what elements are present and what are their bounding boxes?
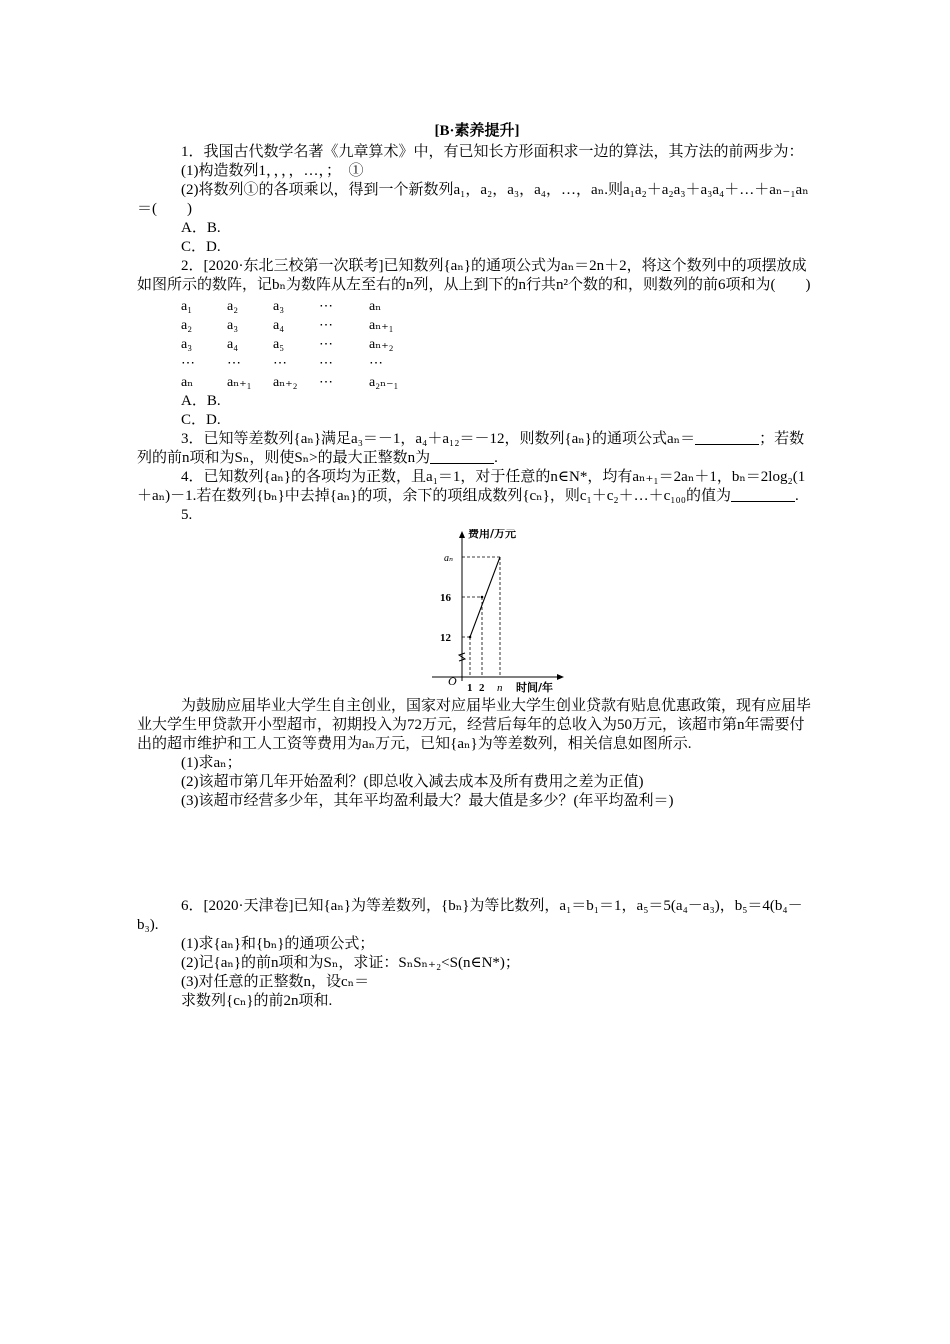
q5-part-2: (2)该超市第几年开始盈利？(即总收入减去成本及所有费用之差为正值) <box>181 774 644 790</box>
array-cell: ⋯ <box>319 375 333 390</box>
question-6 <box>137 897 817 1011</box>
data-point <box>481 596 484 599</box>
q1-options-cd: C．D. <box>181 239 221 255</box>
q6-part-3-cont: 求数列{cₙ}的前2n项和. <box>181 993 333 1009</box>
array-cell: ⋯ <box>319 337 333 352</box>
answer-blank[interactable] <box>430 449 494 464</box>
q5-part-3: (3)该超市经营多少年，其年平均盈利最大？最大值是多少？(年平均盈利＝) <box>181 793 674 809</box>
q6-part-1: (1)求{aₙ}和{bₙ}的通项公式； <box>181 936 375 952</box>
q4-text-1: 4．已知数列{aₙ}的各项均为正数，且a₁＝1，对于任意的n∈N*，均有aₙ₊₁＝2aₙ＋1，bₙ＝2log₂(1＋aₙ)－1.若在数列{bₙ}中去掉{aₙ}的项，余下的项组成数列{cₙ}，则c₁＋c₂＋…＋c₁₀₀的值为 <box>137 469 806 504</box>
array-cell: a₄ <box>273 318 285 333</box>
q3-text-2: ；若数列的前n项和为Sₙ，则使Sₙ>的最大正整数n为 <box>137 431 805 466</box>
y-axis-label: 费用/万元 <box>468 529 517 540</box>
q1-stem: 1．我国古代数学名著《九章算术》中，有已知长方形面积求一边的算法，其方法的前两步为： <box>181 144 804 160</box>
x-tick-label: 2 <box>479 682 485 694</box>
answer-blank[interactable] <box>731 487 795 502</box>
array-cell: a₂ <box>227 299 239 314</box>
array-row <box>181 373 429 392</box>
q5-part-1: (1)求aₙ； <box>181 755 242 771</box>
array-cell: ⋯ <box>319 318 333 333</box>
array-row <box>181 316 429 335</box>
q2-options-cd: C．D. <box>181 412 221 428</box>
q5-number: 5. <box>181 507 193 523</box>
data-point <box>469 636 472 639</box>
array-cell: a₃ <box>227 318 239 333</box>
array-cell: ⋯ <box>319 299 333 314</box>
x-axis-arrow <box>557 674 564 680</box>
array-cell: a₃ <box>273 299 285 314</box>
axis-break-mark <box>459 653 465 661</box>
answer-space <box>137 811 817 897</box>
question-3 <box>137 430 817 468</box>
array-cell: ⋯ <box>369 356 383 371</box>
q3-stem <box>137 430 817 468</box>
array-cell: a₃ <box>181 337 193 352</box>
array-cell: ⋯ <box>227 356 241 371</box>
question-1 <box>137 143 817 257</box>
q1-options-ab: A．B. <box>181 220 221 236</box>
q3-text-1: 3．已知等差数列{aₙ}满足a₃＝－1，a₄＋a₁₂＝－12，则数列{aₙ}的通项公式aₙ＝ <box>181 431 696 447</box>
q2-stem: 2．[2020·东北三校第一次联考]已知数列{aₙ}的通项公式为aₙ＝2n＋2，将这个数列中的项摆放成如图所示的数阵，记bₙ为数阵从左至右的n列，从上到下的n行共n²个数的和，则数列的前6项和为( ) <box>137 258 811 293</box>
q4-text-2: . <box>795 488 799 504</box>
array-cell: a₅ <box>273 337 285 352</box>
origin-label: O <box>448 674 457 688</box>
array-cell: aₙ <box>181 375 194 390</box>
number-array <box>181 297 429 392</box>
q6-stem: 6．[2020·天津卷]已知{aₙ}为等差数列，{bₙ}为等比数列，a₁＝b₁＝1，a₅＝5(a₄－a₃)，b₅＝4(b₄－b₃). <box>137 898 803 933</box>
q6-part-3: (3)对任意的正整数n，设cₙ＝ <box>181 974 370 990</box>
q5-stem: 为鼓励应届毕业大学生自主创业，国家对应届毕业大学生创业贷款有贴息优惠政策，现有应届毕业大学生甲贷款开小型超市，初期投入为72万元，经营后每年的总收入为50万元，该超市第n年需要付出的超市维护和工人工资等费用为aₙ万元，已知{aₙ}为等差数列，相关信息如图所示. <box>137 698 812 752</box>
array-row <box>181 335 429 354</box>
array-cell: a₂ <box>181 318 193 333</box>
array-cell: a₁ <box>181 299 193 314</box>
array-cell: aₙ₊₂ <box>273 375 298 390</box>
question-5 <box>137 506 817 811</box>
y-tick-label: aₙ <box>444 553 454 564</box>
array-cell: aₙ <box>369 299 382 314</box>
q1-step1: (1)构造数列1，，，，…，； ① <box>181 163 364 179</box>
q4-stem <box>137 468 817 506</box>
array-cell: a₄ <box>227 337 239 352</box>
cost-chart-svg <box>432 529 572 697</box>
q2-options-ab: A．B. <box>181 393 221 409</box>
array-cell: aₙ₊₂ <box>369 337 394 352</box>
question-4 <box>137 468 817 506</box>
cost-chart <box>432 529 572 697</box>
x-tick-label: 1 <box>467 682 473 694</box>
worksheet-page <box>137 122 817 1011</box>
question-2 <box>137 257 817 430</box>
x-axis-label: 时间/年 <box>516 681 554 694</box>
array-cell: aₙ₊₁ <box>227 375 252 390</box>
y-axis-arrow <box>459 531 465 538</box>
array-cell: ⋯ <box>181 356 195 371</box>
section-heading: [B·素养提升] <box>434 123 520 139</box>
q6-part-2: (2)记{aₙ}的前n项和为Sₙ，求证：SₙSₙ₊₂<S(n∈N*)； <box>181 955 520 971</box>
y-tick-label: 12 <box>440 632 451 644</box>
y-tick-label: 16 <box>440 592 451 604</box>
array-cell: ⋯ <box>273 356 287 371</box>
array-cell: aₙ₊₁ <box>369 318 394 333</box>
array-row <box>181 297 429 316</box>
x-tick-label: n <box>497 682 503 694</box>
array-cell: ⋯ <box>319 356 333 371</box>
array-row <box>181 354 429 373</box>
q3-text-3: . <box>494 450 498 466</box>
q1-step2: (2)将数列①的各项乘以，得到一个新数列a₁，a₂，a₃，a₄，…，aₙ.则a₁a₂＋a₂a₃＋a₃a₄＋…＋aₙ₋₁aₙ＝( ) <box>137 182 809 217</box>
answer-blank[interactable] <box>695 430 759 445</box>
array-cell: a₂ₙ₋₁ <box>369 375 399 390</box>
